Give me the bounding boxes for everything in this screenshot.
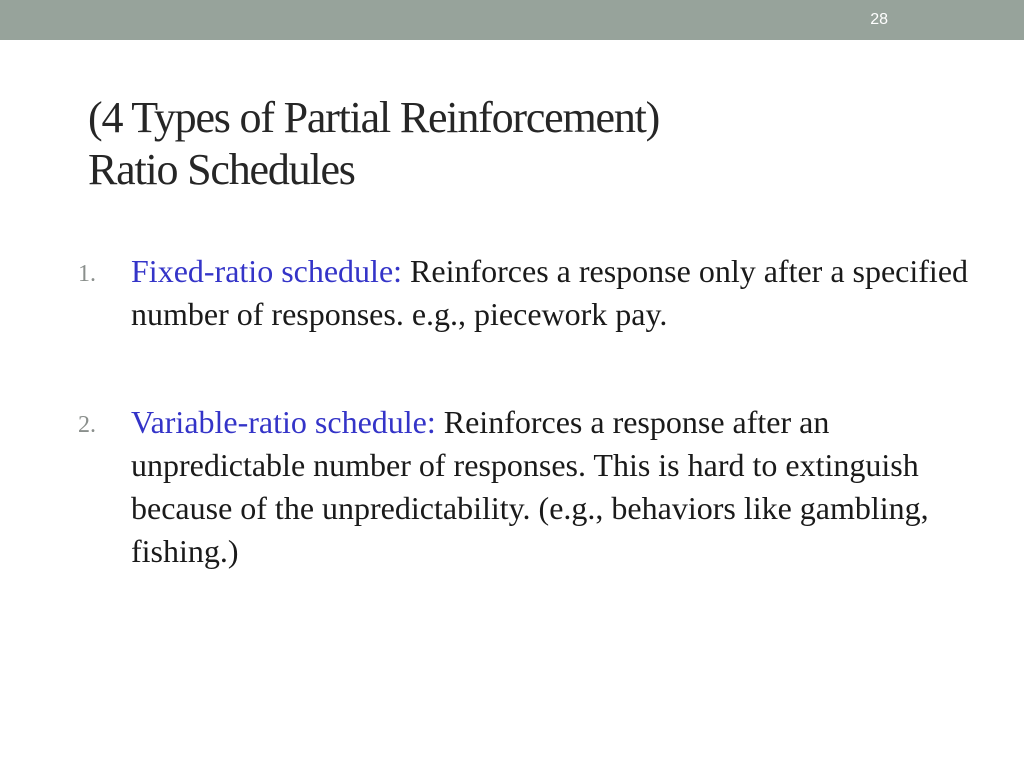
slide-title [88, 92, 968, 196]
bullet-list [78, 250, 978, 573]
title-line-1: (4 Types of Partial Reinforcement) [88, 93, 660, 142]
bullet-number: 2. [78, 412, 96, 438]
bullet-term: Fixed-ratio schedule: [131, 253, 403, 289]
top-bar [0, 0, 1024, 40]
bullet-item-variable-ratio [78, 401, 978, 573]
slide-number: 28 [870, 11, 888, 28]
title-line-2: Ratio Schedules [88, 145, 355, 194]
bullet-number: 1. [78, 261, 96, 287]
bullet-item-fixed-ratio [78, 250, 978, 336]
bullet-term: Variable-ratio schedule: [131, 404, 436, 440]
bullet-description: Reinforces a response after an unpredictable number of responses. This is hard to extinguish because of the unpredictability. (e.g., behaviors like gambling, fishing.) [131, 404, 929, 569]
bullet-description: Reinforces a response only after a specified number of responses. e.g., piecework pay. [131, 253, 969, 332]
